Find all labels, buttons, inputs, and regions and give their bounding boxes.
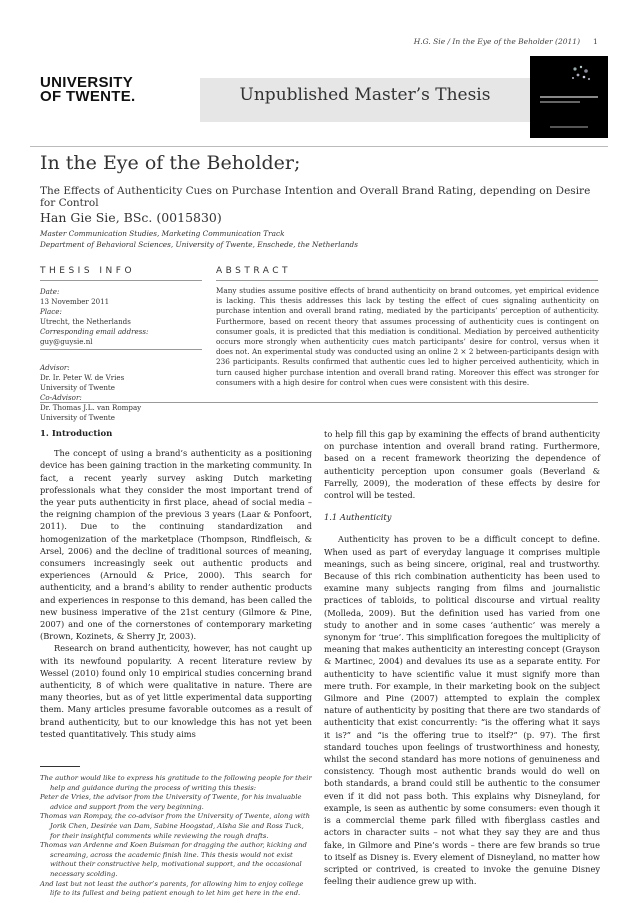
banner-title: Unpublished Master’s Thesis bbox=[239, 85, 491, 105]
footnotes bbox=[40, 774, 312, 899]
title-banner bbox=[30, 56, 608, 138]
logo-line1: UNIVERSITY bbox=[40, 74, 134, 91]
footnote: Peter de Vries, the advisor from the University of Twente, for his invaluable advice and support from the very beginning. bbox=[40, 793, 302, 811]
university-logo bbox=[40, 76, 136, 104]
footnote-divider bbox=[40, 766, 80, 767]
running-head: H.G. Sie / In the Eye of the Beholder (2011) bbox=[413, 37, 580, 46]
body-paragraph: The concept of using a brand’s authenticity as a positioning device has been gaining traction in the marketing community. In fact, a recent yearly survey asking Dutch marketing professionals what they consider the most important trend of the year puts authenticity in first place, ahead of social media – the reigning champion of the previous 3 years (Laar & Ponfoort, 2011). Due to the continuing standardization and homogenization of the marketplace (Thompson, Rindfleisch, & Arsel, 2006) and the decline of traditional sources of meaning, consumers increasingly seek out authentic products and experiences (Arnould & Price, 2000). This search for authenticity, and a brand’s ability to render authentic products and experiences in response to this demand, has been called the new business imperative of the 21st century (Gilmore & Pine, 2007) and one of the cornerstones of contemporary marketing (Brown, Kozinets, & Sherry Jr, 2003). bbox=[40, 448, 312, 642]
footnote: Thomas van Rompay, the co-advisor from the University of Twente, along with Jorik Chen, Desirée van Dam, Sabine Hoogstad, Aïsha Sie and Ross Tuck, for their insightful comments while reviewing the rough drafts. bbox=[40, 812, 310, 840]
advisor-name: Dr. Ir. Peter W. de Vries bbox=[40, 373, 125, 382]
cover-text-line bbox=[540, 96, 598, 98]
banner-band bbox=[200, 78, 530, 122]
cover-text-line bbox=[550, 126, 588, 128]
divider bbox=[30, 146, 608, 147]
affiliation bbox=[40, 228, 358, 250]
coadvisor-name: Dr. Thomas J.L. van Rompay bbox=[40, 403, 142, 412]
abstract-text: Many studies assume positive effects of brand authenticity on brand outcomes, yet empirical evidence is lacking. This thesis addresses this lack by testing the effect of cues signaling authenticity on purchase intention and overall brand rating, mediated by the participants’ perception of authenticity. Furthermore, based on recent theory that assumes processing of authenticity cues is contingent on consumer goals, it is predicted that this mediation is conditional. Mediation by perceived authenticity occurs more strongly when authenticity cues match participants’ desire for control, versus when it does not. An experimental study was conducted using an online 2 × 2 between-participants design with 236 participants. Results confirmed that authentic cues led to higher perceived authenticity, which in turn caused higher purchase intention and overall brand rating. Moreover this effect was stronger for consumers with a high desire for control when cues were consistent with this desire. bbox=[216, 286, 599, 387]
advisor-affiliation: University of Twente bbox=[40, 383, 115, 392]
coadvisor-affiliation: University of Twente bbox=[40, 413, 115, 422]
divider bbox=[40, 280, 202, 281]
department-line: Department of Behavioral Sciences, University of Twente, Enschede, the Netherlands bbox=[40, 240, 358, 249]
email-label: Corresponding email address: bbox=[40, 327, 149, 336]
date-label: Date: bbox=[40, 287, 60, 296]
abstract-heading: ABSTRACT bbox=[216, 266, 292, 276]
place-value: Utrecht, the Netherlands bbox=[40, 317, 131, 326]
body-left-column bbox=[40, 428, 312, 740]
footnote: Thomas van Ardenne and Koen Buisman for dragging the author, kicking and screaming, across the academic finish line. This thesis would not exist without their constructive help, motivational support, and the occasional necessary scolding. bbox=[40, 841, 307, 878]
body-paragraph: Authenticity has proven to be a difficult concept to define. When used as part of everyday language it comprises multiple meanings, such as being sincere, original, real and trustworthy. Because of this rich combination authenticity has been used to examine many subjects ranging from films and journalistic practices of tabloids, to political discourse and virtual reality (Molleda, 2009). But the definition used has varied from one study to another and in some cases ‘authentic’ was merely a synonym for ‘true’. This simplification foregoes the multiplicity of meaning that makes authenticity an interesting concept (Grayson & Martinec, 2004) and devalues its use as a separate entity. For authenticity to have scientific value it must signify more than mere truth. For example, in their marketing book on the subject Gilmore and Pine (2007) attempted to explain the complex nature of authenticity by positing that there are two standards of authenticity that exist concurrently: “is the offering what it says it is?” and “is the offering true to itself?” (p. 97). The first standard touches upon feelings of trustworthiness and honesty, whilst the second standard has more notions of genuineness and consistency. Though most authentic brands would do well on both standards, a brand could still be authentic to the consumer even if it did not pass both. This explains why Disneyland, for example, is seen as authentic by some consumers: even though it is a commercial theme park filled with fiberglass castles and actors in character suits – not what they say they are and thus fake, in Gilmore and Pine’s words – there are few brands so true to itself as Disney is. Every element of Disneyland, no matter how scripted or contrived, is created to invoke the genuine Disney feeling their audience grew up with. bbox=[324, 534, 600, 887]
body-paragraph: Research on brand authenticity, however, has not caught up with its newfound popularity. A recent literature review by Wessel (2010) found only 10 empirical studies concerning brand authenticity, 8 of which were qualitative in nature. There are many theories, but as of yet little experimental data supporting them. Many articles presume favorable outcomes as a result of brand authenticity, but to our knowledge this has not yet been tested quantitatively. This study aims bbox=[40, 643, 312, 739]
body-paragraph: to help fill this gap by examining the effects of brand authenticity on purchase intention and overall brand rating. Furthermore, based on a recent framework theorizing the dependence of authenticity perception upon consumer goals (Beverland & Farrelly, 2009), the moderation of these effects by desire for control will be tested. bbox=[324, 429, 600, 501]
page-number: 1 bbox=[593, 37, 598, 46]
body-right-column bbox=[324, 428, 600, 887]
divider bbox=[40, 349, 202, 350]
footnote: And last but not least the author’s parents, for allowing him to enjoy college life to its fullest and being patient enough to let him get here in the end. bbox=[40, 879, 304, 898]
advisor-label: Advisor: bbox=[40, 363, 70, 372]
paper-title: In the Eye of the Beholder; bbox=[40, 152, 301, 174]
track-line: Master Communication Studies, Marketing Communication Track bbox=[40, 229, 285, 238]
logo-line2: OF TWENTE. bbox=[40, 88, 136, 105]
author-name: Han Gie Sie, BSc. (0015830) bbox=[40, 210, 222, 225]
cover-text-line bbox=[540, 101, 580, 103]
email-value[interactable]: guy@guysie.nl bbox=[40, 337, 93, 346]
divider bbox=[216, 280, 598, 281]
coadvisor-label: Co-Advisor: bbox=[40, 393, 82, 402]
section-heading: 1. Introduction bbox=[40, 429, 113, 439]
date-value: 13 November 2011 bbox=[40, 297, 110, 306]
subsection-heading: 1.1 Authenticity bbox=[324, 512, 392, 523]
thesis-cover-thumbnail bbox=[530, 56, 608, 138]
cover-graphic-icon bbox=[570, 64, 592, 82]
divider bbox=[40, 402, 598, 403]
footnote: The author would like to express his gratitude to the following people for their help and guidance during the process of writing this thesis: bbox=[40, 774, 312, 792]
thesis-info-heading: THESIS INFO bbox=[40, 266, 136, 276]
place-label: Place: bbox=[40, 307, 62, 316]
paper-subtitle: The Effects of Authenticity Cues on Purchase Intention and Overall Brand Rating, depending on Desire for Control bbox=[40, 185, 591, 209]
